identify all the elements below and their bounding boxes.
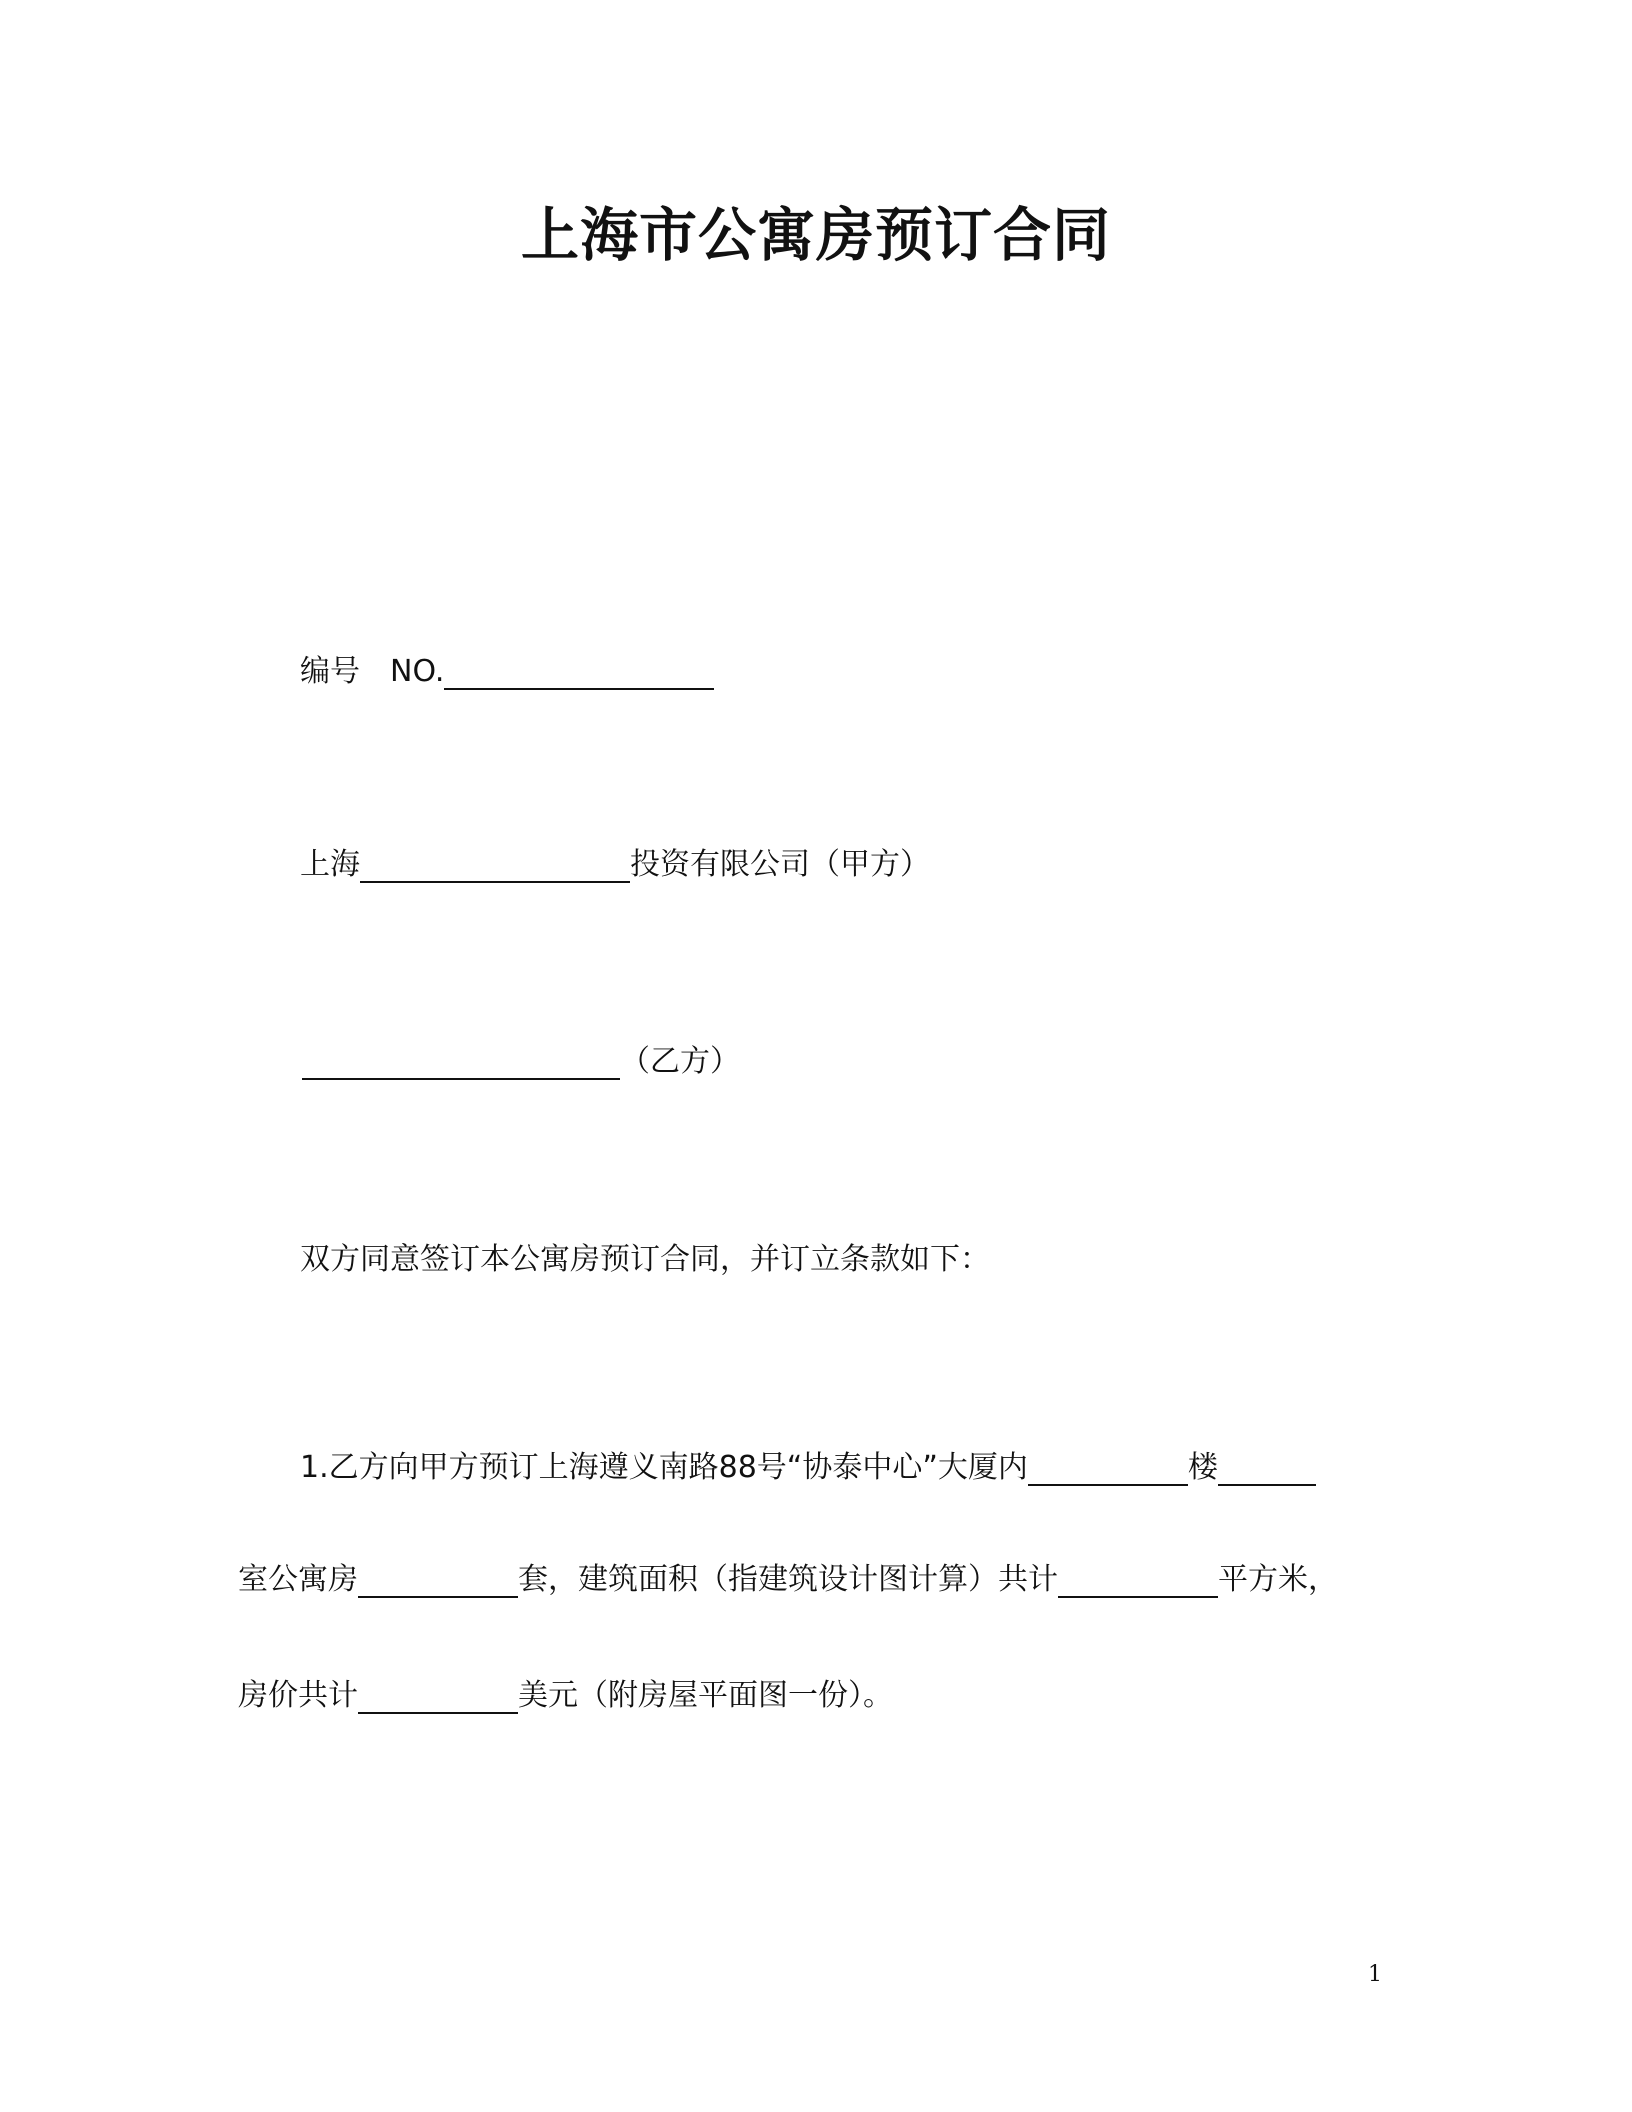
units-area-text: 套，建筑面积（指建筑设计图计算）共计 xyxy=(518,1562,1058,1597)
page-title: 上海市公寓房预订合同 xyxy=(520,201,1111,269)
contract-number-label: 编号 xyxy=(300,654,360,689)
area-blank xyxy=(1058,1562,1218,1598)
clause1-line2 xyxy=(238,1560,1338,1600)
contract-number-blank xyxy=(444,654,714,690)
intro-paragraph xyxy=(300,1240,990,1280)
intro-text: 双方同意签订本公寓房预订合同，并订立条款如下： xyxy=(300,1242,990,1277)
room-label: 室公寓房 xyxy=(238,1562,358,1597)
floor-blank xyxy=(1028,1450,1188,1486)
contract-number-line xyxy=(300,652,714,692)
room-blank xyxy=(1218,1450,1316,1486)
floor-label: 楼 xyxy=(1187,1450,1218,1485)
area-unit-label: 平方米， xyxy=(1218,1562,1338,1597)
clause1-line3 xyxy=(238,1676,893,1716)
contract-number-prefix: NO. xyxy=(390,654,445,689)
party-a-suffix: 投资有限公司（甲方） xyxy=(630,847,930,882)
party-a-prefix: 上海 xyxy=(300,847,360,882)
price-blank xyxy=(358,1678,518,1714)
clause1-line1 xyxy=(300,1448,1316,1488)
units-blank xyxy=(358,1562,518,1598)
page-number: 1 xyxy=(1368,1962,1382,1987)
party-b-suffix: （乙方） xyxy=(620,1044,740,1079)
party-b-name-blank xyxy=(302,1044,620,1080)
party-b-line xyxy=(302,1042,740,1082)
price-label: 房价共计 xyxy=(238,1678,358,1713)
party-a-line xyxy=(300,845,930,885)
party-a-name-blank xyxy=(360,847,630,883)
clause1-text: 1.乙方向甲方预订上海遵义南路88号“协泰中心”大厦内 xyxy=(300,1450,1028,1485)
price-suffix: 美元（附房屋平面图一份）。 xyxy=(518,1678,893,1713)
